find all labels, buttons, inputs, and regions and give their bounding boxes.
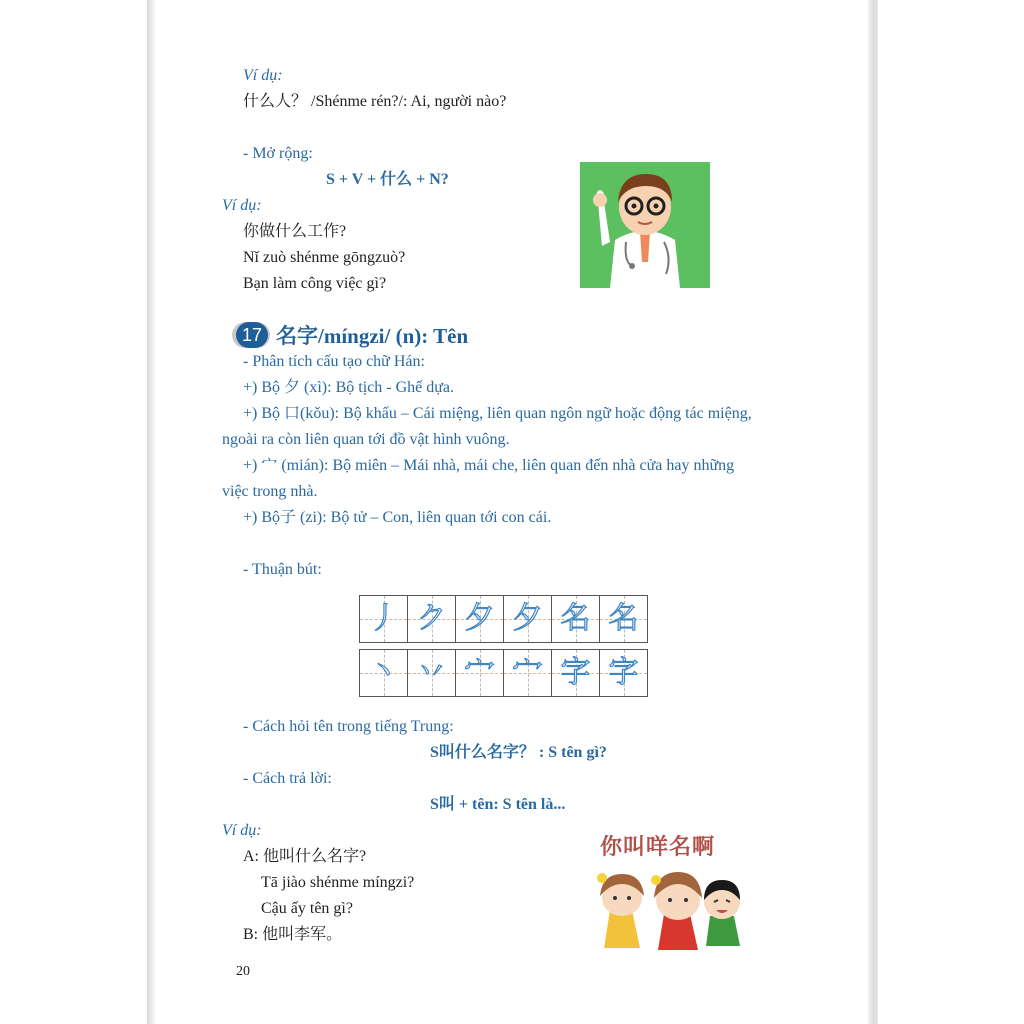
stroke-glyph: 丷 [416,655,447,690]
section-heading: 名字/míngzi/ (n): Tên [276,324,469,348]
stroke-glyph: 宀 [464,655,495,690]
page-edge-right [868,0,878,1024]
dialogue-line-b: B: 他叫李军。 [243,926,343,943]
example-label: Ví dụ: [243,67,283,84]
stroke-glyph: 名 [560,601,591,636]
radical-item: +) Bộ 夕 (xì): Bộ tịch - Ghế dựa. [243,379,454,396]
radical-item-continued: việc trong nhà. [222,483,318,500]
formula: S + V + 什么 + N? [326,171,449,188]
stroke-cell [552,596,600,642]
example-line: 什么人？ /Shénme rén?/: Ai, người nào? [243,93,507,110]
example-translation: Bạn làm công việc gì? [243,275,387,292]
doctor-cartoon-image [580,162,710,288]
background [0,0,148,1024]
dialogue-pinyin: Tā jiào shénme míngzi? [261,874,415,891]
stroke-cell [456,650,504,696]
stroke-glyph: 宀 [512,655,543,690]
example-pinyin: Nǐ zuò shénme gōngzuò? [243,249,406,266]
stroke-cell [456,596,504,642]
radical-item: +) Bộ 口(kǒu): Bộ khẩu – Cái miệng, liên quan ngôn ngữ hoặc động tác miệng, [243,405,752,422]
stroke-cell [408,650,456,696]
stroke-glyph: 丿 [368,601,399,636]
example-cjk: 你做什么工作? [243,223,347,240]
doctor-illustration-icon [580,162,710,288]
stroke-cell [504,596,552,642]
analysis-label: - Phân tích cấu tạo chữ Hán: [243,353,425,370]
stroke-glyph: 字 [560,655,591,690]
ask-name-label: - Cách hỏi tên trong tiếng Trung: [243,718,454,735]
stroke-glyph: 夕 [464,601,495,636]
stroke-cell [552,650,600,696]
stroke-cell [600,650,647,696]
stroke-cell [408,596,456,642]
stroke-glyph: 夕 [512,601,543,636]
stroke-order-grid-zi [359,649,648,697]
stroke-cell [360,650,408,696]
dialogue-translation: Cậu ấy tên gì? [261,900,353,917]
example-label: Ví dụ: [222,822,262,839]
stroke-cell [600,596,647,642]
section-number-badge: 17 [236,322,268,348]
radical-item-continued: ngoài ra còn liên quan tới đồ vật hình vuông. [222,431,510,448]
stroke-glyph: ク [416,601,447,636]
kids-illustration-icon [582,822,762,954]
page-number: 20 [236,964,250,979]
answer-label: - Cách trả lời: [243,770,332,787]
kids-caption: 你叫咩名啊 [600,835,716,860]
stroke-glyph: 字 [608,655,639,690]
stroke-glyph: 丶 [368,655,399,690]
radical-item: +) Bộ子 (zi): Bộ tử – Con, liên quan tới con cái. [243,509,552,526]
answer-formula: S叫 + tên: S tên là... [430,796,566,813]
stroke-cell [504,650,552,696]
ask-name-formula: S叫什么名字？ : S tên gì? [430,744,607,761]
stroke-cell [360,596,408,642]
extend-label: - Mở rộng: [243,145,313,162]
kids-cartoon-image [582,822,762,954]
dialogue-line-a: A: 他叫什么名字? [243,848,367,865]
radical-item: +) 宀 (mián): Bộ miên – Mái nhà, mái che, liên quan đến nhà cửa hay những [243,457,735,474]
example-label: Ví dụ: [222,197,262,214]
stroke-order-grid-ming [359,595,648,643]
page-edge-left [147,0,155,1024]
stroke-order-label: - Thuận bút: [243,561,322,578]
stroke-glyph: 名 [608,601,639,636]
